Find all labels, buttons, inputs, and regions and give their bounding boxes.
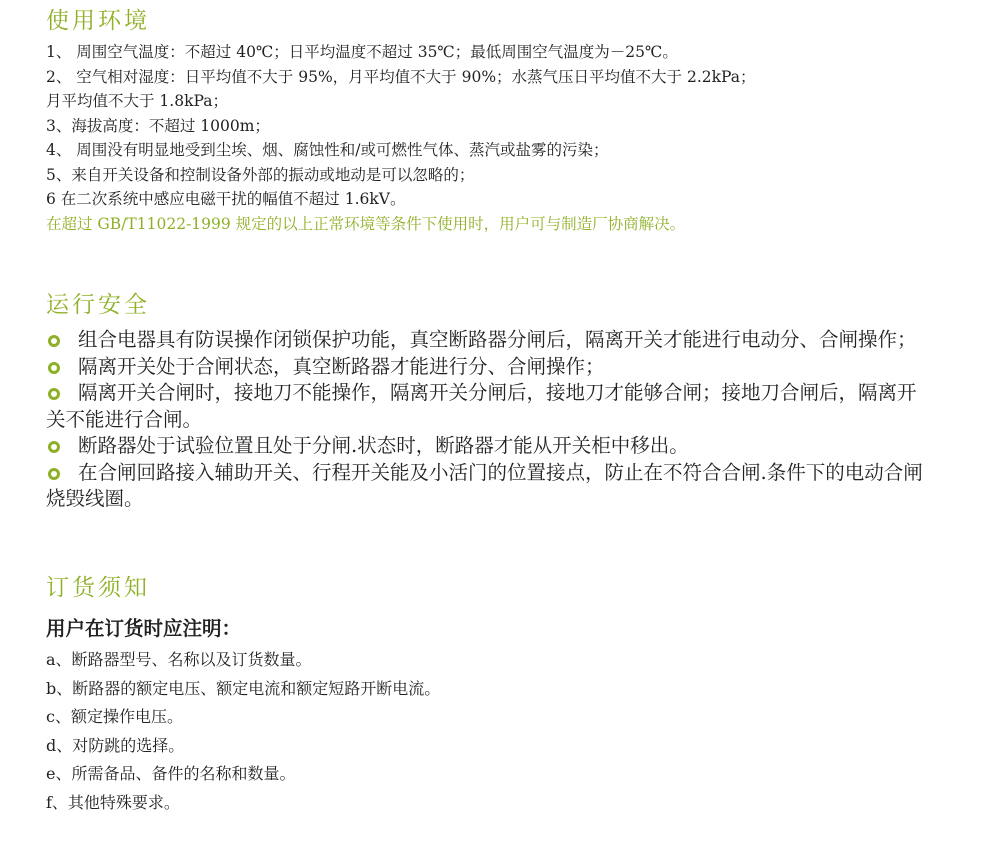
safety-item xyxy=(46,460,926,513)
ordering-item: c、额定操作电压。 xyxy=(46,707,183,726)
environment-item: 5、来自开关设备和控制设备外部的振动或地动是可以忽略的； xyxy=(46,165,475,184)
ordering-item: b、断路器的额定电压、额定电流和额定短路开断电流。 xyxy=(46,678,441,698)
environment-note: 在超过 GB/T11022-1999 规定的以上正常环境等条件下使用时，用户可与制造厂协商解决。 xyxy=(46,214,686,233)
section-title-environment: 使用环境 xyxy=(46,8,150,34)
safety-item xyxy=(46,433,926,460)
environment-item: 3、海拔高度：不超过 1000m； xyxy=(46,116,270,135)
safety-item-text: 断路器处于试验位置且处于分闸.状态时，断路器才能从开关柜中移出。 xyxy=(78,434,689,457)
section-title-safety: 运行安全 xyxy=(46,292,150,318)
safety-item-text: 在合闸回路接入辅助开关、行程开关能及小活门的位置接点，防止在不符合合闸.条件下的电动合闸烧毁线圈。 xyxy=(46,460,923,510)
safety-item-text: 隔离开关合闸时，接地刀不能操作，隔离开关分闸后，接地刀才能够合闸；接地刀合闸后，隔离开关不能进行合闸。 xyxy=(46,381,917,431)
safety-item xyxy=(46,327,926,354)
circle-bullet-icon xyxy=(48,468,60,480)
safety-item xyxy=(46,354,926,381)
ordering-item: e、所需备品、备件的名称和数量。 xyxy=(46,764,296,783)
environment-item: 6 在二次系统中感应电磁干扰的幅值不超过 1.6kV。 xyxy=(46,190,406,208)
environment-list xyxy=(46,40,936,236)
safety-item-text: 隔离开关处于合闸状态，真空断路器才能进行分、合闸操作； xyxy=(78,354,605,378)
ordering-list xyxy=(46,646,440,817)
safety-item xyxy=(46,380,926,433)
ordering-item: a、断路器型号、名称以及订货数量。 xyxy=(46,650,312,669)
ordering-intro: 用户在订货时应注明： xyxy=(46,617,242,640)
section-title-ordering: 订货须知 xyxy=(46,575,150,601)
circle-bullet-icon xyxy=(48,362,60,374)
safety-item-text: 组合电器具有防误操作闭锁保护功能，真空断路器分闸后，隔离开关才能进行电动分、合闸操作； xyxy=(78,328,917,351)
circle-bullet-icon xyxy=(48,441,60,453)
environment-item: 1、 周围空气温度：不超过 40℃；日平均温度不超过 35℃；最低周围空气温度为－25℃。 xyxy=(46,43,678,61)
ordering-item: d、对防跳的选择。 xyxy=(46,735,185,755)
environment-item: 2、 空气相对湿度：日平均值不大于 95%，月平均值不大于 90%；水蒸气压日平均值不大于 2.2kPa； xyxy=(46,67,756,86)
ordering-item: f、其他特殊要求。 xyxy=(46,792,180,812)
environment-item: 月平均值不大于 1.8kPa； xyxy=(46,92,228,110)
safety-list xyxy=(46,327,926,513)
environment-item: 4、 周围没有明显地受到尘埃、烟、腐蚀性和/或可燃性气体、蒸汽或盐雾的污染； xyxy=(46,141,609,159)
circle-bullet-icon xyxy=(48,335,60,347)
circle-bullet-icon xyxy=(48,388,60,400)
